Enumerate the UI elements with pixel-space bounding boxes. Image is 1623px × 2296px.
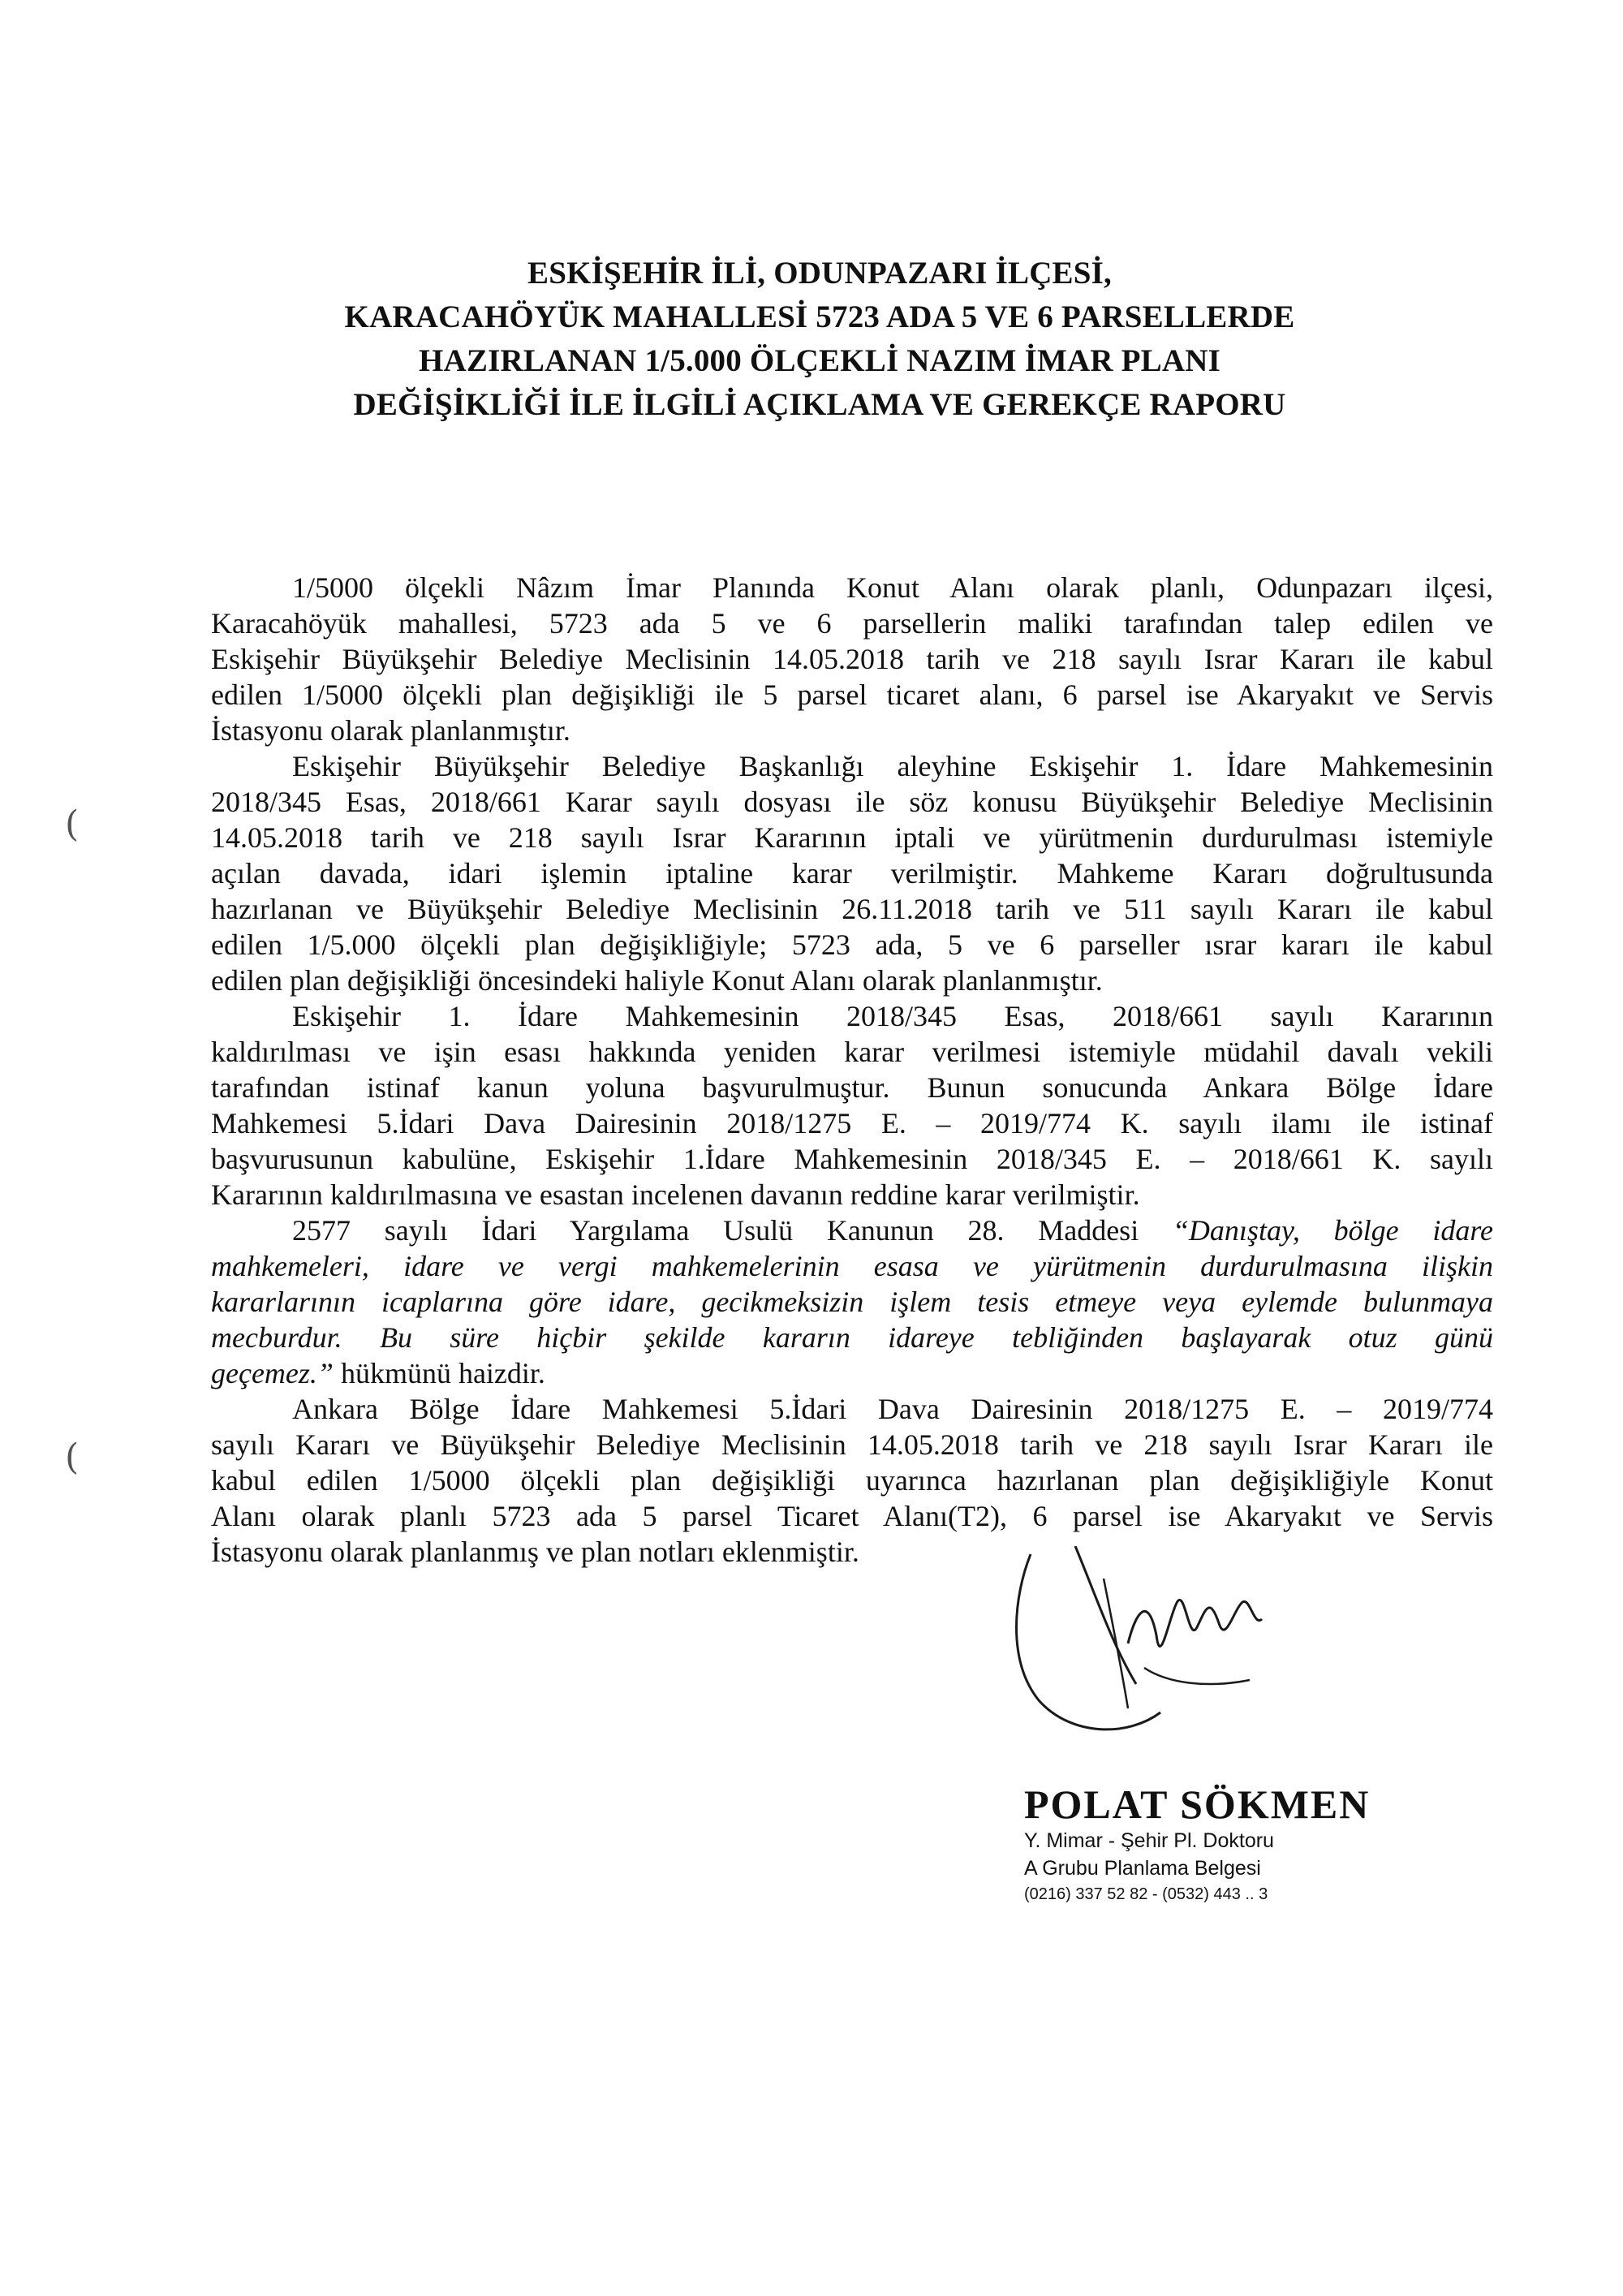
text-line: kabul edilen 1/5000 ölçekli plan değişikliği uyarınca hazırlanan plan değişikliğiyle Konut — [211, 1464, 1493, 1497]
text-line: edilen plan değişikliği öncesindeki haliyle Konut Alanı olarak planlanmıştır. — [211, 964, 1103, 997]
text-line: İstasyonu olarak planlanmıştır. — [211, 714, 570, 747]
text-line: edilen 1/5000 ölçekli plan değişikliği ile 5 parsel ticaret alanı, 6 parsel ise Akaryakıt ve Servis — [211, 678, 1493, 711]
paragraph-2 — [211, 748, 1493, 998]
title-line-1: ESKİŞEHİR İLİ, ODUNPAZARI İLÇESİ, — [527, 256, 1112, 291]
text-line: açılan davada, idari işlemin iptaline karar verilmiştir. Mahkeme Kararı doğrultusunda — [211, 857, 1493, 890]
paragraph-5 — [211, 1391, 1493, 1570]
text-line — [211, 1355, 1493, 1391]
quoted-law-text: mahkemeleri, idare ve vergi mahkemelerinin esasa ve yürütmenin durdurulmasına ilişkin — [211, 1250, 1493, 1282]
text-line: Kararının kaldırılmasına ve esastan incelenen davanın reddine karar verilmiştir. — [211, 1178, 1140, 1211]
margin-paren-mark: ( — [65, 1437, 80, 1478]
text-line: Alanı olarak planlı 5723 ada 5 parsel Ticaret Alanı(T2), 6 parsel ise Akaryakıt ve Servis — [211, 1500, 1493, 1532]
margin-paren-mark: ( — [65, 803, 80, 845]
text-line: edilen 1/5.000 ölçekli plan değişikliğiyle; 5723 ada, 5 ve 6 parseller ısrar kararı ile kabul — [211, 928, 1493, 961]
architect-stamp — [1024, 1781, 1397, 1906]
title-line-4: DEĞİŞİKLİĞİ İLE İLGİLİ AÇIKLAMA VE GEREKÇE RAPORU — [353, 387, 1286, 422]
quoted-law-text: mecburdur. Bu süre hiçbir şekilde kararın idareye tebliğinden başlayarak otuz günü — [211, 1321, 1493, 1354]
paragraph-3 — [211, 998, 1493, 1213]
text-line: Ankara Bölge İdare Mahkemesi 5.İdari Dava Dairesinin 2018/1275 E. – 2019/774 — [292, 1393, 1493, 1425]
text-line: Eskişehir Büyükşehir Belediye Başkanlığı aleyhine Eskişehir 1. İdare Mahkemesinin — [292, 750, 1493, 782]
title-line-2: KARACAHÖYÜK MAHALLESİ 5723 ADA 5 VE 6 PARSELLERDE — [344, 299, 1295, 334]
text-line: 14.05.2018 tarih ve 218 sayılı Israr Kararının iptali ve yürütmenin durdurulması istemiyle — [211, 821, 1493, 854]
paragraph-1 — [211, 570, 1493, 748]
text-line — [211, 1213, 1493, 1248]
text-line: Mahkemesi 5.İdari Dava Dairesinin 2018/1275 E. – 2019/774 K. sayılı ilamı ile istinaf — [211, 1107, 1493, 1139]
text-line: sayılı Kararı ve Büyükşehir Belediye Meclisinin 14.05.2018 tarih ve 218 sayılı Israr Kararı ile — [211, 1428, 1493, 1461]
stamp-title: Y. Mimar - Şehir Pl. Doktoru — [1024, 1829, 1274, 1852]
stamp-license: A Grubu Planlama Belgesi — [1024, 1857, 1261, 1880]
text-line: Eskişehir Büyükşehir Belediye Meclisinin 14.05.2018 tarih ve 218 sayılı Israr Kararı ile kabul — [211, 643, 1493, 675]
stamp-phone: (0216) 337 52 82 - (0532) 443 .. 3 — [1024, 1885, 1268, 1903]
text-line: Eskişehir 1. İdare Mahkemesinin 2018/345 Esas, 2018/661 sayılı Kararının — [292, 1000, 1493, 1032]
closing-text: hükmünü haizdir. — [333, 1357, 545, 1389]
text-line: İstasyonu olarak planlanmış ve plan notları eklenmiştir. — [211, 1536, 859, 1568]
paragraph-4 — [211, 1213, 1493, 1391]
text-line: 1/5000 ölçekli Nâzım İmar Planında Konut Alanı olarak planlı, Odunpazarı ilçesi, — [292, 571, 1493, 604]
title-line-3: HAZIRLANAN 1/5.000 ÖLÇEKLİ NAZIM İMAR PLANI — [419, 343, 1220, 378]
text-line: Karacahöyük mahallesi, 5723 ada 5 ve 6 parsellerin maliki tarafından talep edilen ve — [211, 607, 1493, 640]
law-reference: 2577 sayılı İdari Yargılama Usulü Kanunun 28. Maddesi — [292, 1214, 1173, 1247]
quoted-law-text: kararlarının icaplarına göre idare, gecikmeksizin işlem tesis etmeye veya eylemde bulunmaya — [211, 1286, 1493, 1318]
text-line: kaldırılması ve işin esası hakkında yeniden karar verilmesi istemiyle müdahil davalı vekili — [211, 1036, 1493, 1068]
stamp-name: POLAT SÖKMEN — [1024, 1781, 1371, 1827]
text-line: 2018/345 Esas, 2018/661 Karar sayılı dosyası ile söz konusu Büyükşehir Belediye Meclisinin — [211, 786, 1493, 818]
text-line: başvurusunun kabulüne, Eskişehir 1.İdare Mahkemesinin 2018/345 E. – 2018/661 K. sayılı — [211, 1143, 1493, 1175]
quoted-law-text: geçemez.” — [211, 1357, 334, 1389]
quoted-law-text: “Danıştay, bölge idare — [1172, 1214, 1493, 1247]
report-body — [211, 570, 1493, 1570]
text-line: hazırlanan ve Büyükşehir Belediye Meclisinin 26.11.2018 tarih ve 511 sayılı Kararı ile kabul — [211, 893, 1493, 925]
handwritten-signature — [1006, 1546, 1444, 1741]
report-title — [243, 252, 1396, 427]
text-line: tarafından istinaf kanun yoluna başvurulmuştur. Bunun sonucunda Ankara Bölge İdare — [211, 1071, 1493, 1104]
